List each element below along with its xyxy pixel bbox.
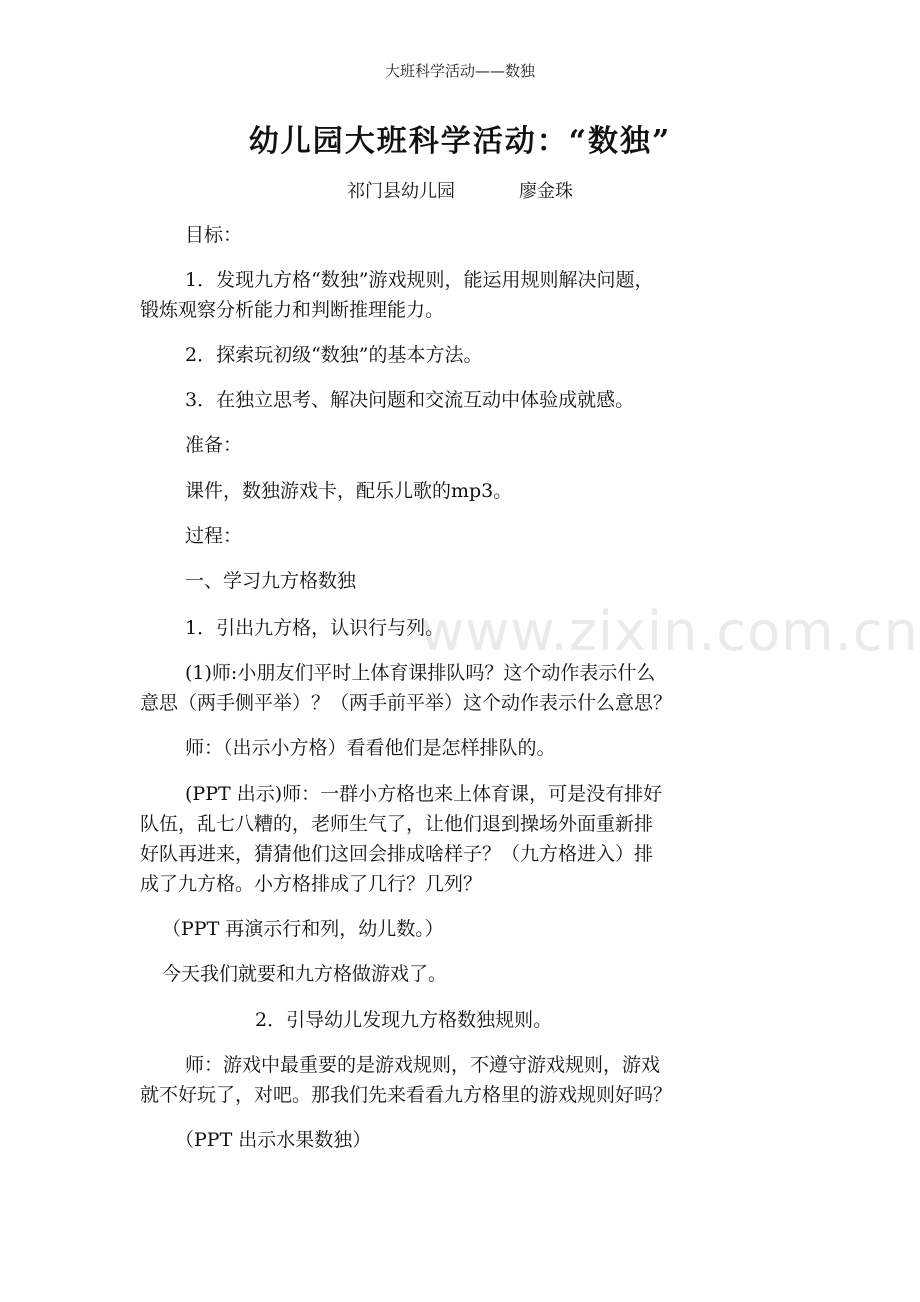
- section-heading-process: 过程：: [185, 525, 243, 547]
- paragraph-line: 成了九方格。小方格排成了几行？几列？: [140, 873, 483, 895]
- paragraph-line: （PPT 再演示行和列，幼儿数。）: [162, 918, 444, 940]
- paragraph-line: 师：游戏中最重要的是游戏规则，不遵守游戏规则，游戏: [185, 1054, 661, 1076]
- paragraph-line: 今天我们就要和九方格做游戏了。: [162, 963, 448, 985]
- section-heading-goals: 目标：: [185, 224, 243, 246]
- author-line: [0, 177, 920, 203]
- paragraph-line: 锻炼观察分析能力和判断推理能力。: [140, 299, 445, 321]
- paragraph-line: 就不好玩了，对吧。那我们先来看看九方格里的游戏规则好吗？: [140, 1084, 673, 1106]
- author-organization: 祁门县幼儿园: [347, 181, 455, 202]
- section-heading-preparation: 准备：: [185, 434, 243, 456]
- page-header: 大班科学活动——数独: [384, 62, 535, 80]
- author-name: 廖金珠: [519, 181, 573, 202]
- paragraph-line: 3．在独立思考、解决问题和交流互动中体验成就感。: [185, 389, 635, 411]
- watermark: www.zixin.com.cn: [420, 600, 919, 663]
- paragraph-line: （PPT 出示水果数独）: [175, 1129, 372, 1151]
- paragraph-line: (1)师:小朋友们平时上体育课排队吗？这个动作表示什么: [185, 662, 656, 684]
- subsection-heading: 一、学习九方格数独: [185, 570, 357, 592]
- paragraph-line: 1．发现九方格“数独”游戏规则，能运用规则解决问题，: [185, 269, 654, 291]
- paragraph-line: 课件，数独游戏卡，配乐儿歌的mp3。: [185, 480, 513, 502]
- paragraph-line: 2．探索玩初级“数独”的基本方法。: [185, 344, 483, 366]
- paragraph-line: 好队再进来，猜猜他们这回会排成啥样子？（九方格进入）排: [140, 843, 654, 865]
- paragraph-line: (PPT 出示)师：一群小方格也来上体育课，可是没有排好: [185, 783, 663, 805]
- paragraph-line: 师：（出示小方格）看看他们是怎样排队的。: [185, 737, 556, 759]
- paragraph-line: 意思（两手侧平举）？（两手前平举）这个动作表示什么意思？: [140, 692, 673, 714]
- document-title: 幼儿园大班科学活动：“数独”: [248, 124, 672, 159]
- paragraph-line: 1．引出九方格，认识行与列。: [185, 617, 445, 639]
- paragraph-line: 2．引导幼儿发现九方格数独规则。: [255, 1009, 553, 1031]
- paragraph-line: 队伍，乱七八糟的，老师生气了，让他们退到操场外面重新排: [140, 813, 654, 835]
